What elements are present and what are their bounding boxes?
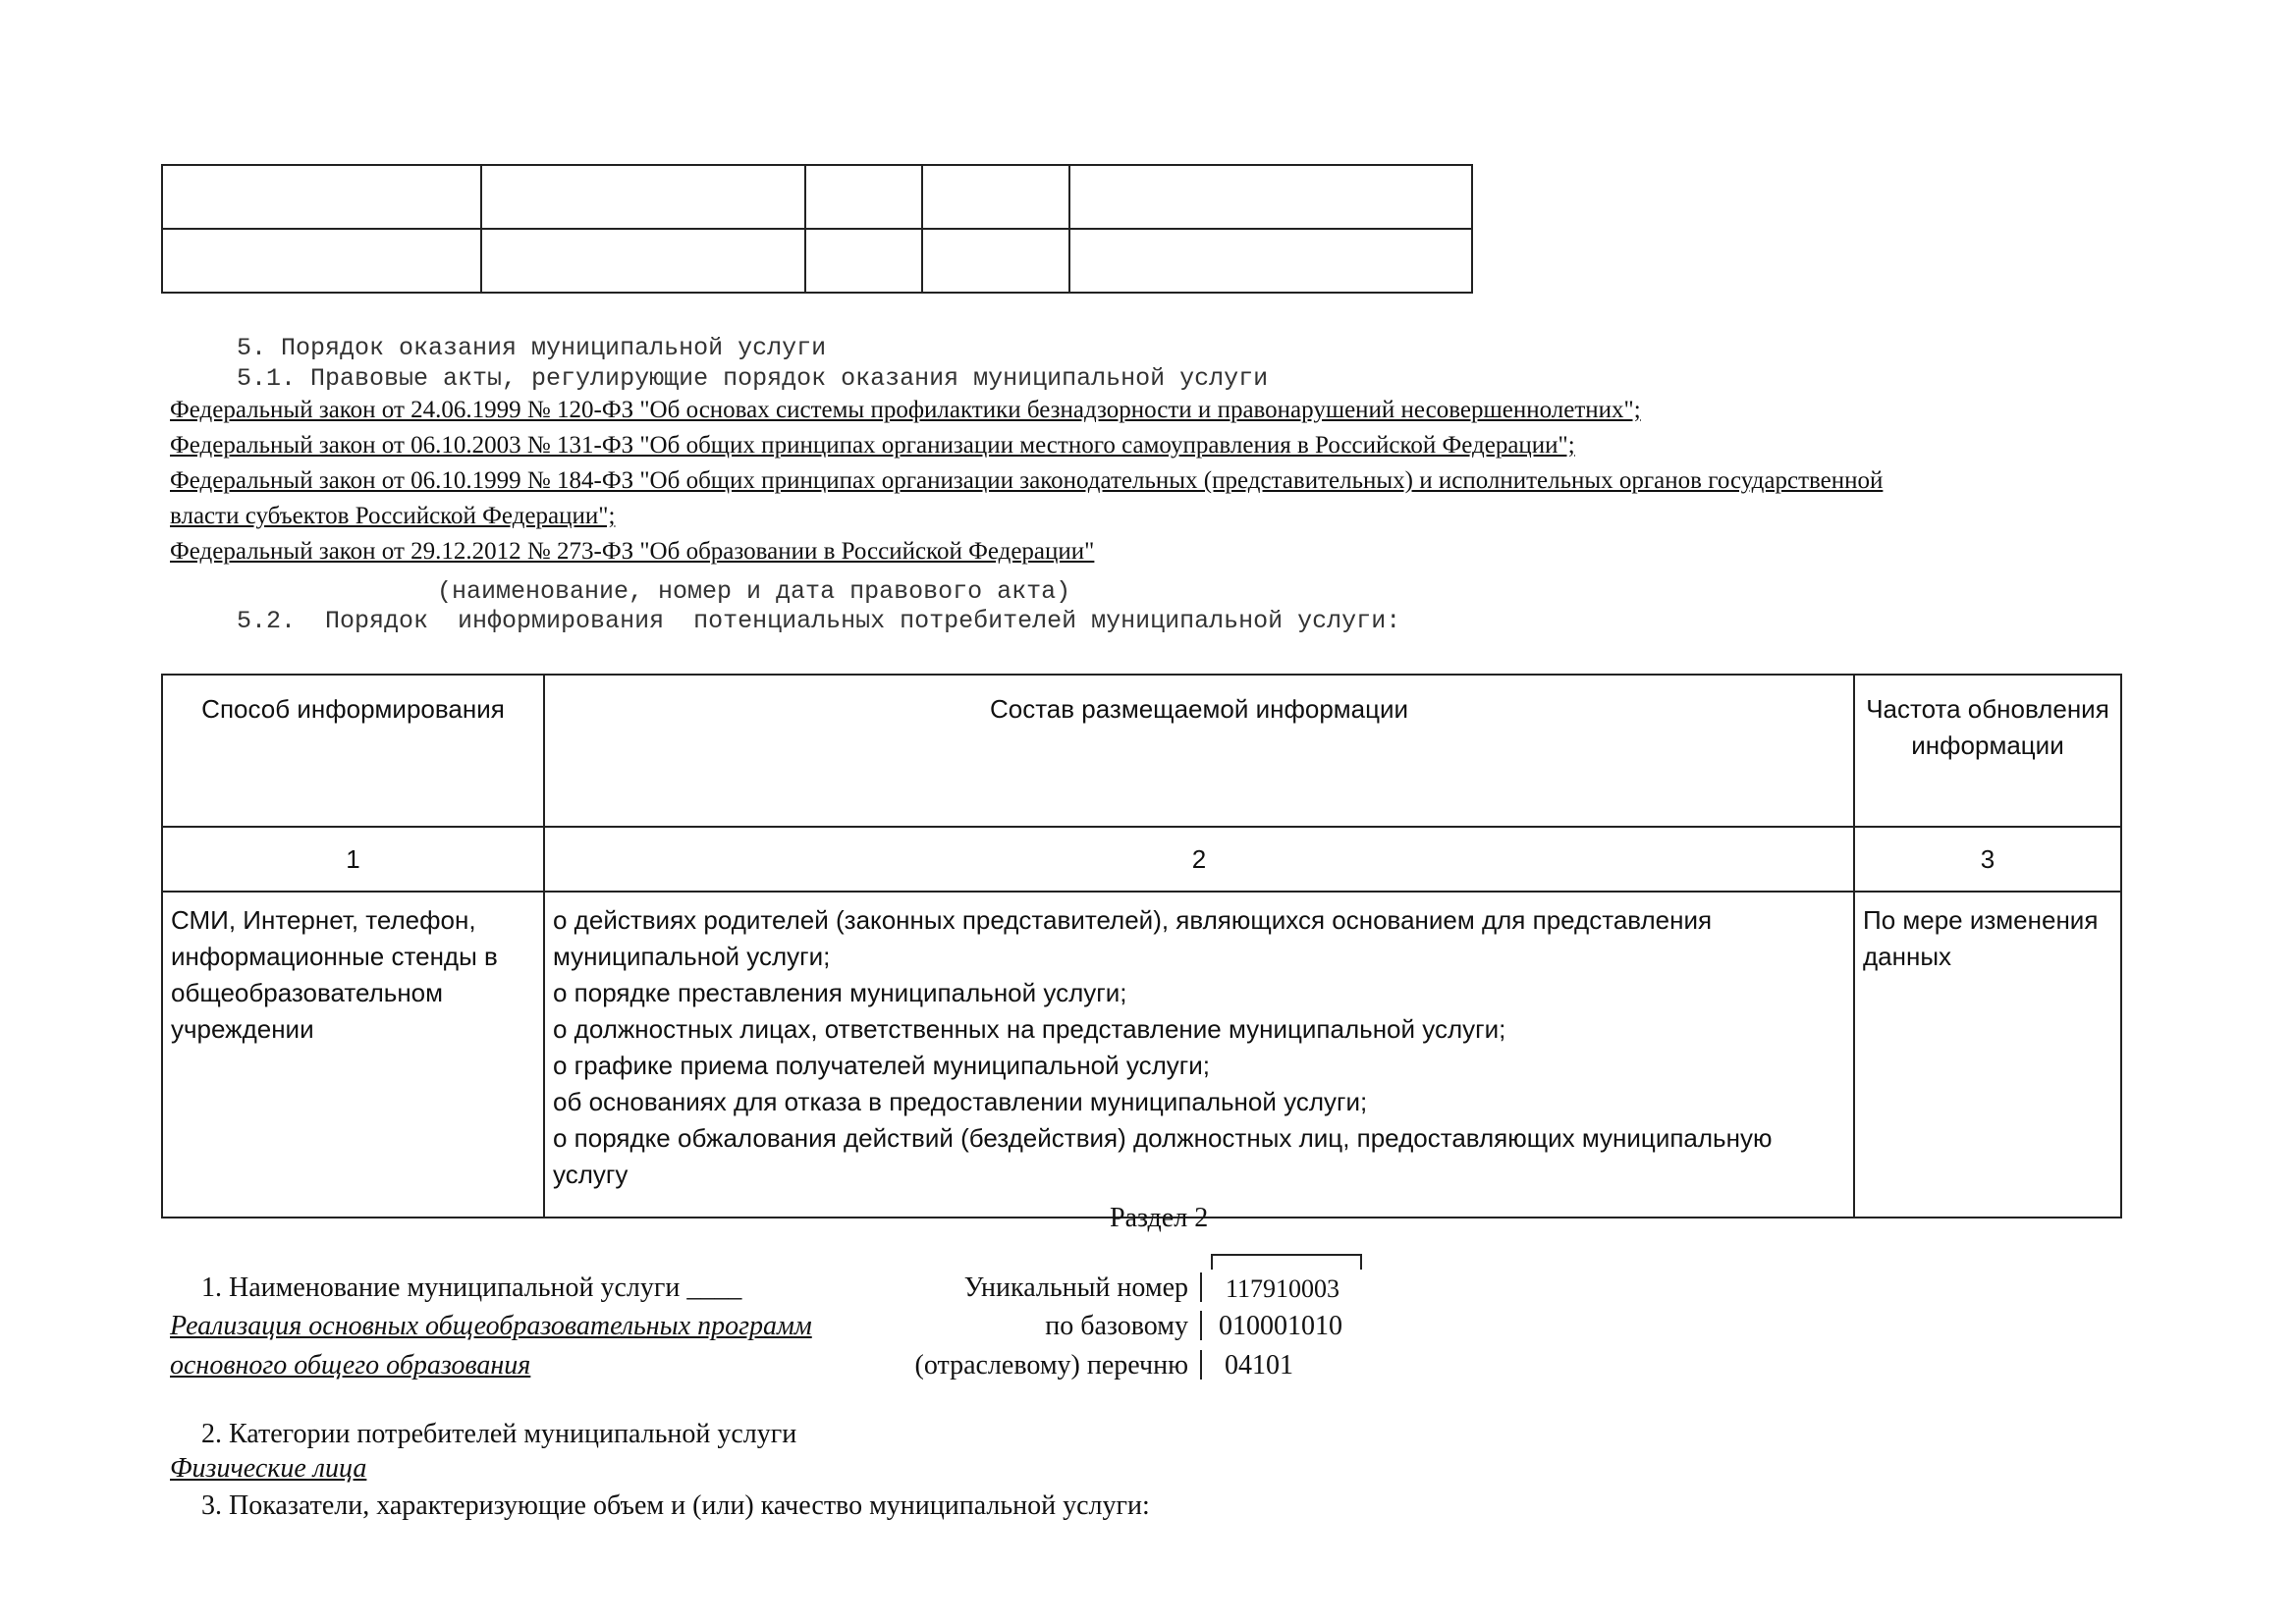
- content-item: о должностных лицах, ответственных на представление муниципальной услуги;: [553, 1014, 1506, 1044]
- consumer-category-label: 2. Категории потребителей муниципальной услуги: [201, 1419, 797, 1449]
- law-item: власти субъектов Российской Федерации";: [170, 503, 616, 529]
- law-item: Федеральный закон от 29.12.2012 № 273-ФЗ "Об образовании в Российской Федерации": [170, 538, 1095, 565]
- code-divider: [1200, 1311, 1202, 1340]
- section-5-1-title: 5.1. Правовые акты, регулирующие порядок оказания муниципальной услуги: [237, 364, 1269, 393]
- law-item: Федеральный закон от 06.10.2003 № 131-ФЗ "Об общих принципах организации местного самоуправления в Российской Федерации";: [170, 432, 1575, 459]
- table-number-row: [162, 827, 2121, 892]
- table-cell: [805, 229, 922, 293]
- content-item: о порядке преставления муниципальной услуги;: [553, 978, 1127, 1007]
- header-cell: Частота обновления информации: [1854, 675, 2121, 827]
- law-item: Федеральный закон от 24.06.1999 № 120-ФЗ "Об основах системы профилактики безнадзорности и правонарушений несовершеннолетних";: [170, 397, 1641, 423]
- act-caption: (наименование, номер и дата правового акта): [437, 577, 1071, 606]
- table-cell: [162, 229, 481, 293]
- content-item: о порядке обжалования действий (бездействия) должностных лиц, предоставляющих муниципальную услугу: [553, 1123, 1773, 1189]
- law-item: Федеральный закон от 06.10.1999 № 184-ФЗ "Об общих принципах организации законодательных (представительных) и исполнительных органов государственной: [170, 467, 1884, 494]
- table-cell: [922, 165, 1069, 229]
- number-cell: 2: [544, 827, 1854, 892]
- table-cell: [922, 229, 1069, 293]
- header-cell: Состав размещаемой информации: [544, 675, 1854, 827]
- code-bracket: [1211, 1254, 1362, 1270]
- content-item: об основаниях для отказа в предоставлении муниципальной услуги;: [553, 1087, 1368, 1116]
- table-cell: [1069, 229, 1472, 293]
- method-cell: СМИ, Интернет, телефон, информационные стенды в общеобразовательном учреждении: [162, 892, 544, 1218]
- unique-number-label: Уникальный номер: [963, 1272, 1188, 1303]
- section-2-heading: Раздел 2: [1110, 1203, 1209, 1233]
- unique-number-label: (отраслевому) перечню: [914, 1350, 1188, 1380]
- branch-code: 04101: [1225, 1350, 1293, 1380]
- unique-code: 117910003: [1226, 1274, 1340, 1303]
- legal-acts-list: [170, 393, 2154, 569]
- table-row: [162, 229, 1472, 293]
- section-5-title: 5. Порядок оказания муниципальной услуги: [237, 334, 827, 362]
- content-item: о действиях родителей (законных представителей), являющихся основанием для представления муниципальной услуги;: [553, 905, 1713, 971]
- number-cell: 3: [1854, 827, 2121, 892]
- number-cell: 1: [162, 827, 544, 892]
- table-row: [162, 165, 1472, 229]
- empty-table: [161, 164, 1473, 294]
- section-5-2-title: 5.2. Порядок информирования потенциальных потребителей муниципальной услуги:: [237, 607, 1401, 635]
- unique-number-label: по базовому: [1045, 1311, 1188, 1341]
- table-cell: [1069, 165, 1472, 229]
- table-cell: [481, 229, 805, 293]
- content-item: о графике приема получателей муниципальной услуги;: [553, 1051, 1210, 1080]
- service-name-line: основного общего образования: [170, 1350, 531, 1380]
- service-name-label: 1. Наименование муниципальной услуги ____: [201, 1272, 742, 1303]
- code-divider: [1200, 1272, 1202, 1302]
- information-table: [161, 674, 2122, 1218]
- table-cell: [162, 165, 481, 229]
- consumer-category: Физические лица: [170, 1453, 367, 1484]
- base-code: 010001010: [1219, 1311, 1342, 1341]
- table-header-row: [162, 675, 2121, 827]
- code-divider: [1200, 1350, 1202, 1380]
- indicators-label: 3. Показатели, характеризующие объем и (или) качество муниципальной услуги:: [201, 1490, 1150, 1521]
- service-name-line: Реализация основных общеобразовательных программ: [170, 1311, 812, 1341]
- header-cell: Способ информирования: [162, 675, 544, 827]
- content-cell: [544, 892, 1854, 1218]
- table-row: [162, 892, 2121, 1218]
- frequency-cell: По мере изменения данных: [1854, 892, 2121, 1218]
- table-cell: [805, 165, 922, 229]
- table-cell: [481, 165, 805, 229]
